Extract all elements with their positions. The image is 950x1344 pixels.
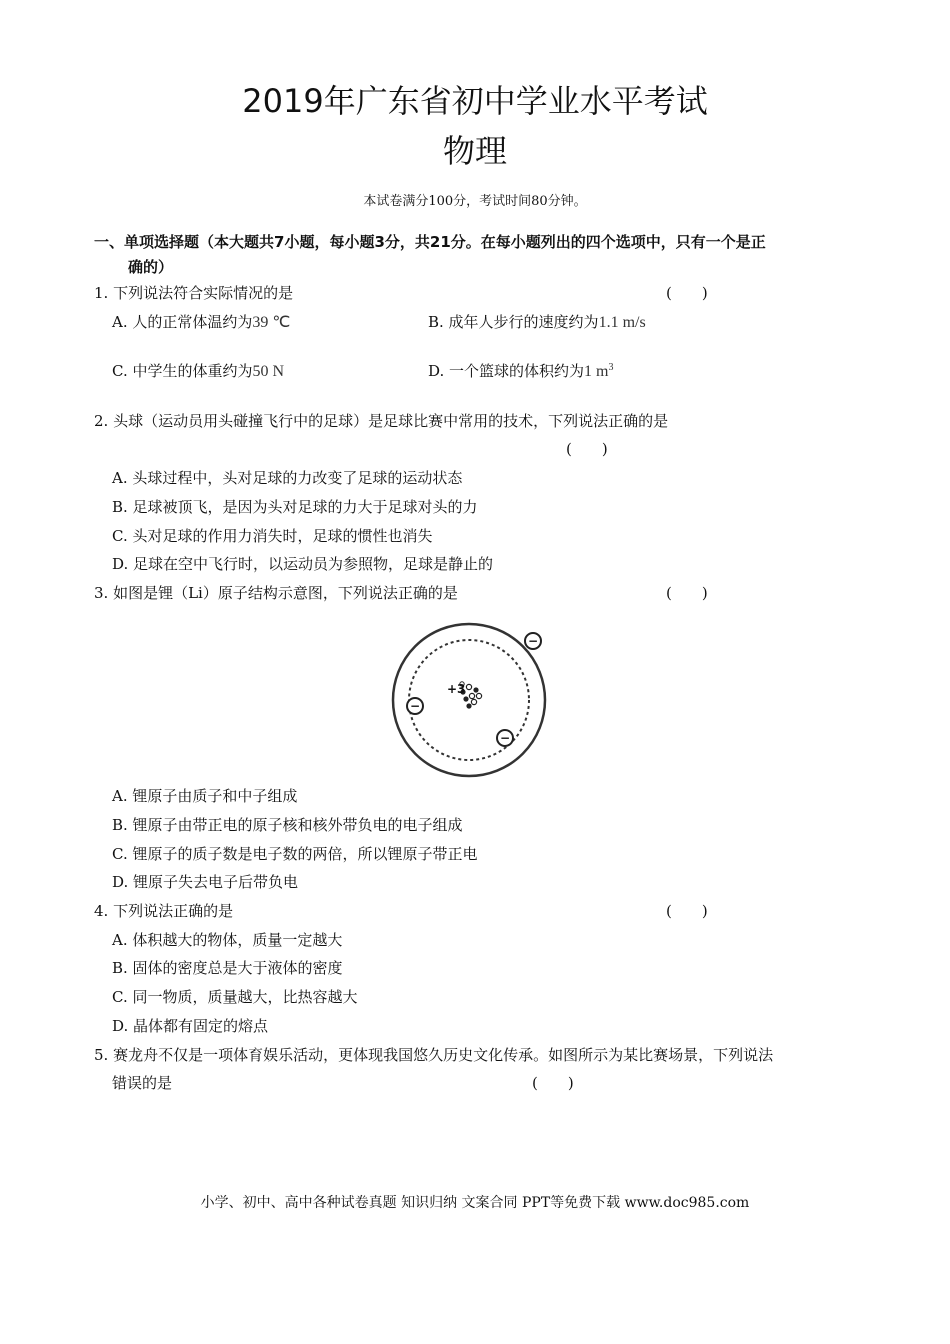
question-2-option-a: A. 头球过程中，头对足球的力改变了足球的运动状态: [112, 469, 463, 487]
option-value-superscript: 3: [608, 362, 614, 373]
question-4-option-d: D. 晶体都有固定的熔点: [112, 1017, 269, 1035]
question-3-option-b: B. 锂原子由带正电的原子核和核外带负电的电子组成: [112, 816, 463, 834]
question-2-option-b: B. 足球被顶飞，是因为头对足球的力大于足球对头的力: [112, 498, 478, 516]
option-text: D. 一个篮球的体积约为: [428, 362, 585, 380]
option-value: 1.1 m/s: [598, 314, 646, 331]
question-4-stem: 4. 下列说法正确的是: [94, 902, 234, 920]
option-value: 1 m: [584, 363, 609, 380]
option-text: C. 中学生的体重约为: [112, 362, 253, 380]
electron-label: −: [499, 731, 511, 745]
question-5-stem-line1: 5. 赛龙舟不仅是一项体育娱乐活动，更体现我国悠久历史文化传承。如图所示为某比赛场景，下列说法: [94, 1046, 774, 1064]
electron-icon: [407, 698, 423, 714]
question-5-stem-line2: 错误的是: [112, 1074, 173, 1092]
option-value: 50 N: [252, 363, 285, 380]
question-1-answer-paren: ( ): [666, 284, 708, 302]
question-1-option-c: [112, 360, 284, 381]
option-text: A. 人的正常体温约为: [112, 313, 253, 331]
question-1-option-a: [112, 311, 290, 332]
question-1-option-b: [428, 311, 646, 332]
question-3-option-d: D. 锂原子失去电子后带负电: [112, 873, 299, 891]
subject-title: 物理: [442, 132, 507, 170]
lithium-atom-diagram: [378, 618, 558, 783]
section-heading-line2: 确的）: [128, 258, 174, 276]
question-3-option-c: C. 锂原子的质子数是电子数的两倍，所以锂原子带正电: [112, 845, 478, 863]
page-footer: 小学、初中、高中各种试卷真题 知识归纳 文案合同 PPT等免费下载 www.doc985.com: [200, 1195, 750, 1211]
option-value: 39 ℃: [252, 314, 291, 331]
electron-label: −: [527, 634, 539, 648]
question-3-answer-paren: ( ): [666, 584, 708, 602]
question-3-stem: 3. 如图是锂（Li）原子结构示意图，下列说法正确的是: [94, 584, 458, 602]
question-5-answer-paren: ( ): [532, 1074, 574, 1092]
question-3-option-a: A. 锂原子由质子和中子组成: [112, 787, 298, 805]
option-text: B. 成年人步行的速度约为: [428, 313, 599, 331]
question-4-option-b: B. 固体的密度总是大于液体的密度: [112, 959, 343, 977]
question-4-answer-paren: ( ): [666, 902, 708, 920]
exam-title: 2019年广东省初中学业水平考试: [242, 82, 708, 120]
exam-info: 本试卷满分100分，考试时间80分钟。: [363, 194, 587, 209]
nucleus-charge-label: +3: [447, 682, 466, 696]
electron-icon: [497, 730, 513, 746]
electron-icon: [525, 633, 541, 649]
question-2-stem: 2. 头球（运动员用头碰撞飞行中的足球）是足球比赛中常用的技术，下列说法正确的是: [94, 412, 669, 430]
question-2-option-c: C. 头对足球的作用力消失时，足球的惯性也消失: [112, 527, 433, 545]
question-1-stem: 1. 下列说法符合实际情况的是: [94, 284, 294, 302]
electron-label: −: [409, 699, 421, 713]
question-2-answer-paren: ( ): [566, 440, 608, 458]
question-1-option-d: [428, 360, 613, 381]
question-4-option-a: A. 体积越大的物体，质量一定越大: [112, 931, 343, 949]
question-4-option-c: C. 同一物质，质量越大，比热容越大: [112, 988, 358, 1006]
question-2-option-d: D. 足球在空中飞行时，以运动员为参照物，足球是静止的: [112, 555, 494, 573]
section-heading-line1: 一、单项选择题（本大题共7小题，每小题3分，共21分。在每小题列出的四个选项中，只有一个是正: [94, 233, 766, 251]
